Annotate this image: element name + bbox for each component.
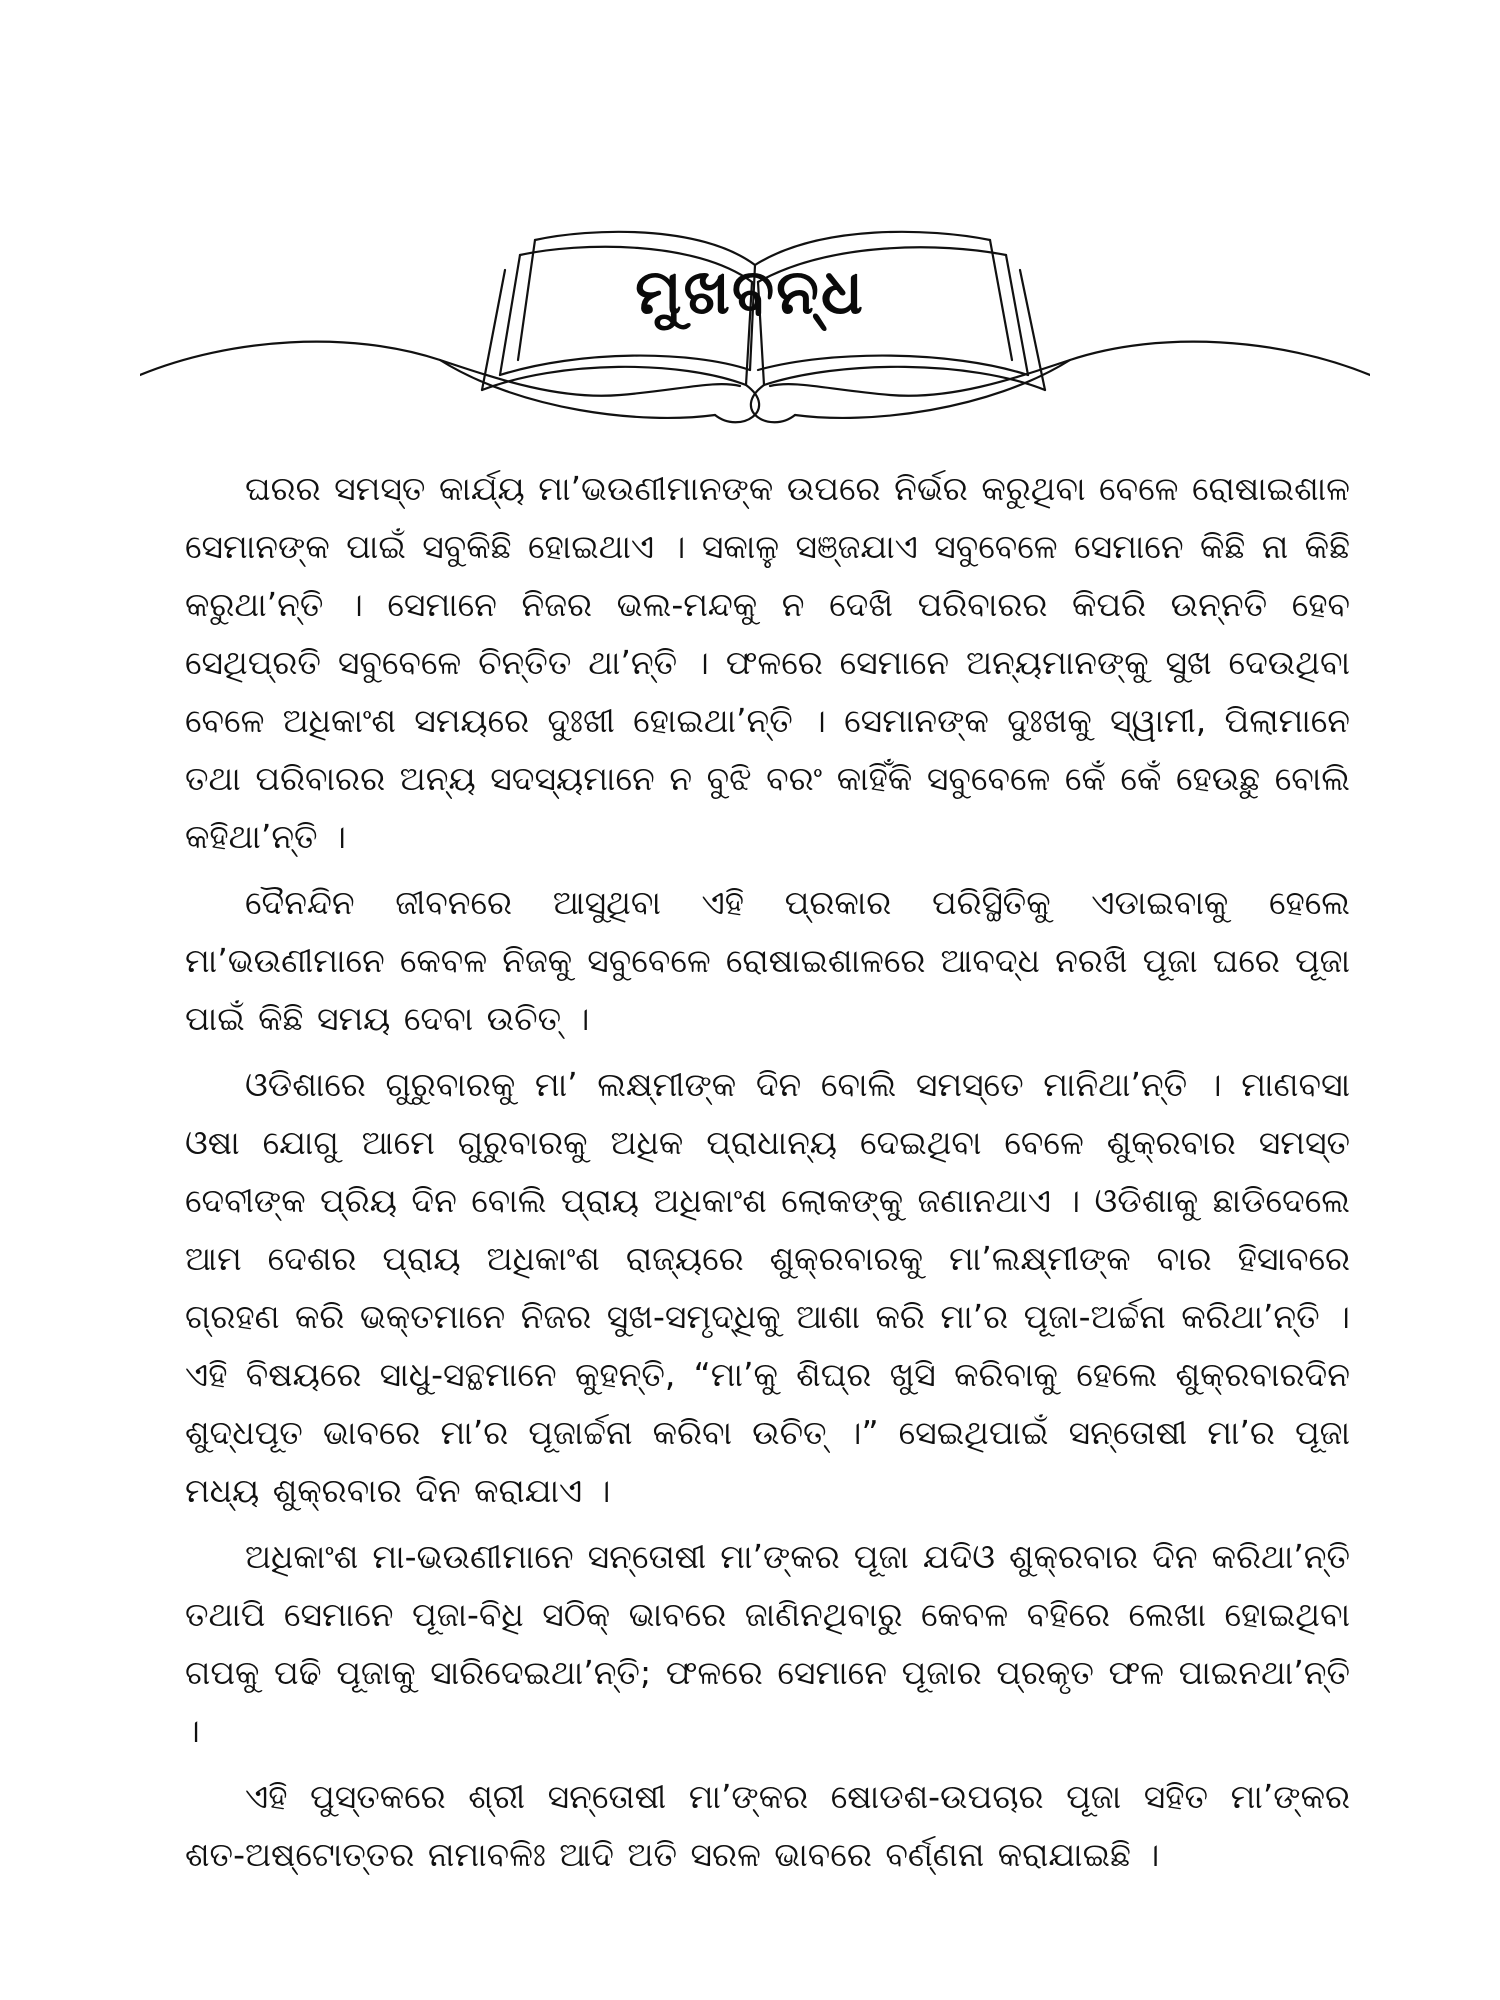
paragraph: ଏହି ପୁସ୍ତକରେ ଶ୍ରୀ ସନ୍ତୋଷୀ ମା’ଙ୍କର ଷୋଡଶ-ଉପଚାର ପୂଜା ସହିତ ମା’ଙ୍କର ଶତ-ଅଷ୍ଟୋତ୍ତର ନାମାବଳିଃ ଆଦି ଅତି ସରଳ ଭାବରେ ବର୍ଣ୍ଣନା କରାଯାଇଛି । <box>185 1777 1350 1874</box>
paragraph: ଦୈନନ୍ଦିନ ଜୀବନରେ ଆସୁଥିବା ଏହି ପ୍ରକାର ପରିସ୍ଥିତିକୁ ଏଡାଇବାକୁ ହେଲେ ମା’ଭଉଣୀମାନେ କେବଳ ନିଜକୁ ସବୁବେଳେ ରୋଷାଇଶାଳରେ ଆବଦ୍ଧ ନରଖି ପୂଜା ଘରେ ପୂଜା ପାଇଁ କିଛି ସମୟ ଦେବା ଉଚିତ୍ । <box>185 883 1350 1038</box>
body-text <box>185 460 1350 1960</box>
paragraph: ଘରର ସମସ୍ତ କାର୍ଯ୍ୟ ମା’ଭଉଣୀମାନଙ୍କ ଉପରେ ନିର୍ଭର କରୁଥିବା ବେଳେ ରୋଷାଇଶାଳ ସେମାନଙ୍କ ପାଇଁ ସବୁକିଛି ହୋଇଥାଏ । ସକାଳୁ ସଞ୍ଜଯାଏ ସବୁବେଳେ ସେମାନେ କିଛି ନା କିଛି କରୁଥା’ନ୍ତି । ସେମାନେ ନିଜର ଭଲ-ମନ୍ଦକୁ ନ ଦେଖି ପରିବାରର କିପରି ଉନ୍ନତି ହେବ ସେଥିପ୍ରତି ସବୁବେଳେ ଚିନ୍ତିତ ଥା’ନ୍ତି । ଫଳରେ ସେମାନେ ଅନ୍ୟମାନଙ୍କୁ ସୁଖ ଦେଉଥିବା ବେଳେ ଅଧିକାଂଶ ସମୟରେ ଦୁଃଖୀ ହୋଇଥା’ନ୍ତି । ସେମାନଙ୍କ ଦୁଃଖକୁ ସ୍ୱାମୀ, ପିଲାମାନେ ତଥା ପରିବାରର ଅନ୍ୟ ସଦସ୍ୟମାନେ ନ ବୁଝି ବରଂ କାହିଁକି ସବୁବେଳେ କେଁ କେଁ ହେଉଛୁ ବୋଲି କହିଥା’ନ୍ତି । <box>185 469 1350 856</box>
paragraph: ଅଧିକାଂଶ ମା-ଭଉଣୀମାନେ ସନ୍ତୋଷୀ ମା’ଙ୍କର ପୂଜା ଯଦିଓ ଶୁକ୍ରବାର ଦିନ କରିଥା’ନ୍ତି ତଥାପି ସେମାନେ ପୂଜା-ବିଧି ସଠିକ୍ ଭାବରେ ଜାଣିନଥିବାରୁ କେବଳ ବହିରେ ଲେଖା ହୋଇଥିବା ଗପକୁ ପଢି ପୂଜାକୁ ସାରିଦେଇଥା’ନ୍ତି; ଫଳରେ ସେମାନେ ପୂଜାର ପ୍ରକୃତ ଫଳ ପାଇନଥା’ନ୍ତି । <box>185 1537 1350 1750</box>
page-title: ମୁଖବନ୍ଧ <box>635 255 865 328</box>
paragraph: ଓଡିଶାରେ ଗୁରୁବାରକୁ ମା’ ଲକ୍ଷ୍ମୀଙ୍କ ଦିନ ବୋଲି ସମସ୍ତେ ମାନିଥା’ନ୍ତି । ମାଣବସା ଓଷା ଯୋଗୁ ଆମେ ଗୁରୁବାରକୁ ଅଧିକ ପ୍ରାଧାନ୍ୟ ଦେଇଥିବା ବେଳେ ଶୁକ୍ରବାର ସମସ୍ତ ଦେବୀଙ୍କ ପ୍ରିୟ ଦିନ ବୋଲି ପ୍ରାୟ ଅଧିକାଂଶ ଲୋକଙ୍କୁ ଜଣାନଥାଏ । ଓଡିଶାକୁ ଛାଡିଦେଲେ ଆମ ଦେଶର ପ୍ରାୟ ଅଧିକାଂଶ ରାଜ୍ୟରେ ଶୁକ୍ରବାରକୁ ମା’ଲକ୍ଷ୍ମୀଙ୍କ ବାର ହିସାବରେ ଗ୍ରହଣ କରି ଭକ୍ତମାନେ ନିଜର ସୁଖ-ସମୃଦ୍ଧିକୁ ଆଶା କରି ମା’ର ପୂଜା-ଅର୍ଚ୍ଚନା କରିଥା’ନ୍ତି । ଏହି ବିଷୟରେ ସାଧୁ-ସନ୍ଥମାନେ କୁହନ୍ତି, “ମା’କୁ ଶିଘ୍ର ଖୁସି କରିବାକୁ ହେଲେ ଶୁକ୍ରବାରଦିନ ଶୁଦ୍ଧପୂତ ଭାବରେ ମା’ର ପୂଜାର୍ଚ୍ଚନା କରିବା ଉଚିତ୍ ।” ସେଇଥିପାଇଁ ସନ୍ତୋଷୀ ମା’ର ପୂଜା ମଧ୍ୟ ଶୁକ୍ରବାର ଦିନ କରାଯାଏ । <box>185 1065 1350 1510</box>
